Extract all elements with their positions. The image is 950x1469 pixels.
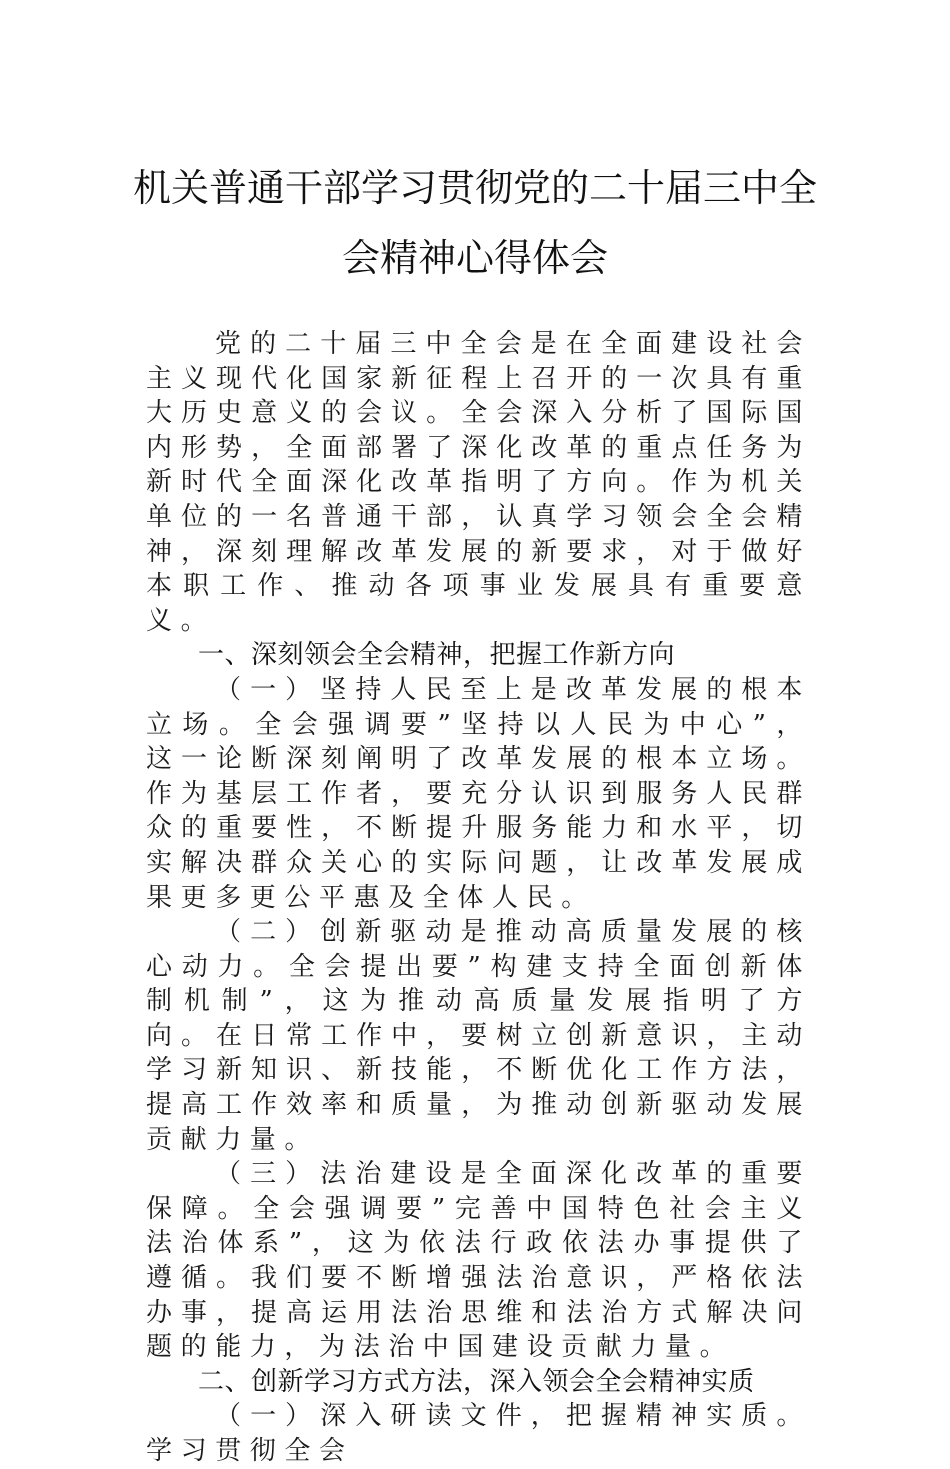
- document-title-line-1: 机关普通干部学习贯彻党的二十届三中全: [132, 166, 817, 210]
- paragraph-1-3: （三）法治建设是全面深化改革的重要保障。全会强调要”完善中国特色社会主义法治体系”，这为依法行政依法办事提供了遵循。我们要不断增强法治意识，严格依法办事，提高运用法治思维和法治方式解决问题的能力，为法治中国建设贡献力量。: [146, 1159, 811, 1363]
- paragraph-1-2: （二）创新驱动是推动高质量发展的核心动力。全会提出要”构建支持全面创新体制机制”，这为推动高质量发展指明了方向。在日常工作中，要树立创新意识，主动学习新知识、新技能，不断优化工作方法，提高工作效率和质量，为推动创新驱动发展贡献力量。: [146, 917, 811, 1155]
- section-heading-1: 一、深刻领会全会精神，把握工作新方向: [198, 640, 676, 671]
- document-body: [146, 327, 811, 1469]
- document-title-line-2: 会精神心得体会: [341, 236, 608, 280]
- paragraph-1-1: （一）坚持人民至上是改革发展的根本立场。全会强调要”坚持以人民为中心”，这一论断深刻阐明了改革发展的根本立场。作为基层工作者，要充分认识到服务人民群众的重要性，不断提升服务能力和水平，切实解决群众关心的实际问题，让改革发展成果更多更公平惠及全体人民。: [146, 674, 811, 913]
- section-heading-2: 二、创新学习方式方法，深入领会全会精神实质: [198, 1366, 755, 1397]
- paragraph-2-1: （一）深入研读文件，把握精神实质。学习贯彻全会: [146, 1401, 811, 1466]
- intro-paragraph: 党的二十届三中全会是在全面建设社会主义现代化国家新征程上召开的一次具有重大历史意义的会议。全会深入分析了国际国内形势，全面部署了深化改革的重点任务为新时代全面深化改革指明了方向。作为机关单位的一名普通干部，认真学习领会全会精神，深刻理解改革发展的新要求，对于做好本职工作、推动各项事业发展具有重要意义。: [146, 329, 811, 636]
